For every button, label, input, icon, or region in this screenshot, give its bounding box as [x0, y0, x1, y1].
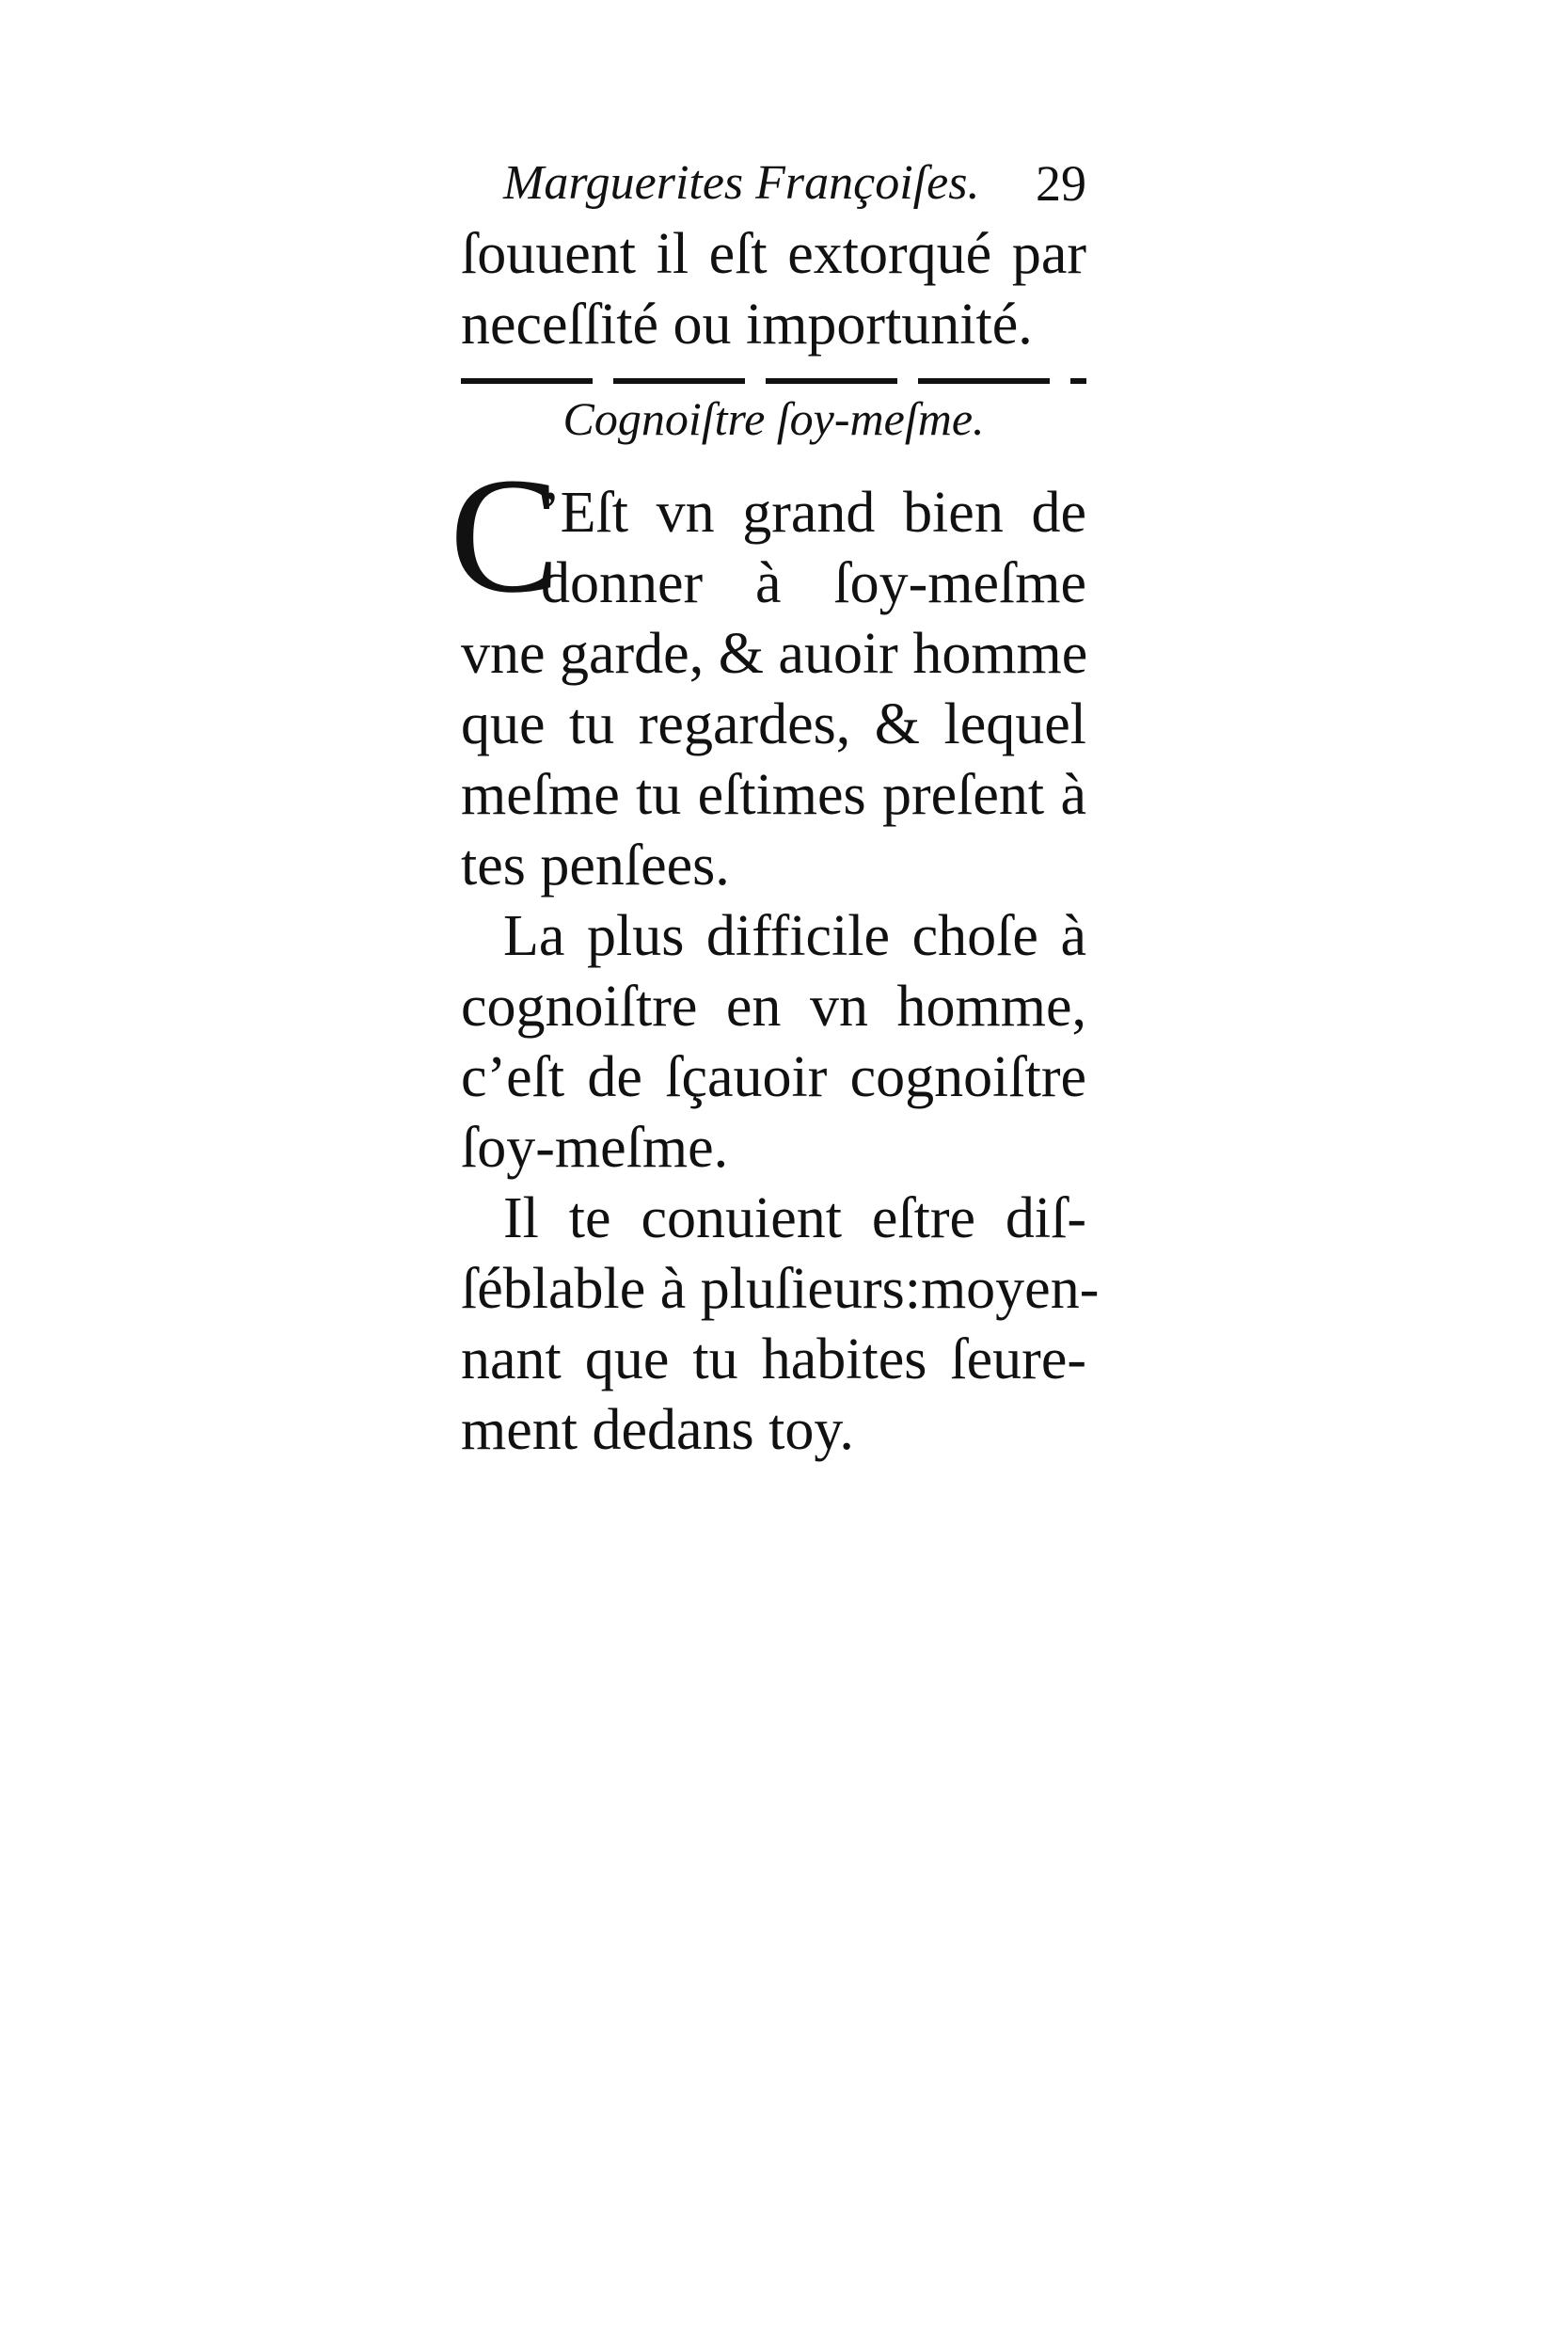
text-line: Il te conuient eſtre diſ- [503, 1186, 1086, 1250]
page-number: 29 [1036, 155, 1086, 212]
text-line: nant que tu habites ſeure- [461, 1327, 1086, 1391]
text-line: donner à ſoy-meſme [541, 551, 1086, 615]
text-line: neceſſité ou importunité. [461, 293, 1033, 357]
text-line: ſéblable à pluſieurs:moyen- [461, 1257, 1100, 1321]
section-heading: Cognoiſtre ſoy-meſme. [562, 392, 985, 445]
text-line: ſoy-meſme. [461, 1116, 729, 1180]
section-divider [461, 378, 1086, 384]
running-title: Marguerites Françoiſes. [503, 156, 980, 210]
text-line: ment dedans toy. [461, 1398, 854, 1462]
text-line: que tu regardes, & lequel [461, 692, 1086, 756]
text-line: La plus difficile choſe à [503, 904, 1086, 968]
text-line: cognoiſtre en vn homme, [461, 975, 1086, 1039]
drop-cap: C [450, 444, 561, 628]
text-line: vne garde, & auoir homme [461, 622, 1088, 686]
text-line: ’Eſt vn grand bien de [541, 481, 1086, 545]
text-line: tes penſees. [461, 834, 730, 898]
running-head [503, 151, 1086, 216]
text-line: c’eſt de ſçauoir cognoiſtre [461, 1045, 1086, 1109]
text-line: meſme tu eſtimes preſent à [461, 763, 1086, 827]
text-line: ſouuent il eſt extorqué par [461, 222, 1086, 286]
